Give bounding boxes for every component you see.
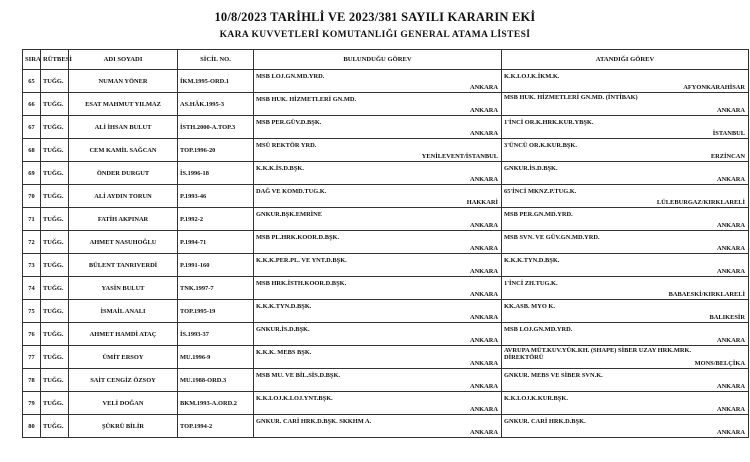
bulundugu-unit: K.K.K.PER.PL. VE YNT.D.BŞK. [256, 257, 347, 264]
atandigi-unit: K.K.LOJ.K.İKM.K. [504, 73, 560, 80]
cell-rutbe: TUĞG. [41, 231, 69, 254]
cell-sira: 75 [23, 300, 41, 323]
cell-sira: 78 [23, 369, 41, 392]
document-subtitle: KARA KUVVETLERİ KOMUTANLIĞI GENERAL ATAMA LİSTESİ [219, 30, 531, 40]
cell-rutbe: TUĞG. [41, 208, 69, 231]
table-row [23, 116, 749, 139]
header-sicil-no: SİCİL NO. [178, 50, 254, 70]
cell-sira: 80 [23, 415, 41, 438]
cell-rutbe: TUĞG. [41, 323, 69, 346]
atandigi-unit: MSB LOJ.GN.MD.YRD. [504, 326, 573, 333]
cell-sicil-no: P.1991-160 [178, 254, 254, 277]
cell-rutbe: TUĞG. [41, 254, 69, 277]
cell-sicil-no: TOP.1995-19 [178, 300, 254, 323]
cell-atandigi-gorev [502, 185, 749, 208]
cell-adi-soyadi: ESAT MAHMUT YILMAZ [69, 93, 178, 116]
table-row [23, 392, 749, 415]
cell-bulundugu-gorev [254, 208, 502, 231]
cell-adi-soyadi: ALİ AYDIN TORUN [69, 185, 178, 208]
header-rutbe: RÜTBESİ [41, 50, 69, 70]
cell-rutbe: TUĞG. [41, 93, 69, 116]
cell-adi-soyadi: ÖNDER DURGUT [69, 162, 178, 185]
table-row [23, 231, 749, 254]
cell-atandigi-gorev [502, 392, 749, 415]
cell-adi-soyadi: VELİ DOĞAN [69, 392, 178, 415]
table-row [23, 185, 749, 208]
header-adi-soyadi: ADI SOYADI [69, 50, 178, 70]
cell-bulundugu-gorev [254, 369, 502, 392]
table-row [23, 208, 749, 231]
bulundugu-location: ANKARA [469, 130, 498, 137]
cell-adi-soyadi: AHMET NASUHOĞLU [69, 231, 178, 254]
bulundugu-unit: K.K.LOJ.K.LOJ.YNT.BŞK. [256, 395, 333, 402]
cell-sicil-no: MU.1996-9 [178, 346, 254, 369]
cell-bulundugu-gorev [254, 70, 502, 93]
bulundugu-unit: GNKUR.İS.D.BŞK. [256, 326, 310, 333]
table-row [23, 70, 749, 93]
atandigi-unit: GNKUR. MEBS VE SİBER SVN.K. [504, 372, 603, 379]
bulundugu-unit: MSB MU. VE BİL.SİS.D.BŞK. [256, 372, 341, 379]
cell-bulundugu-gorev [254, 231, 502, 254]
atandigi-location: BALIKESİR [709, 314, 745, 321]
bulundugu-unit: K.K.K. MEBS BŞK. [256, 349, 312, 356]
atandigi-location: ANKARA [716, 176, 745, 183]
cell-atandigi-gorev [502, 139, 749, 162]
table-row [23, 277, 749, 300]
cell-atandigi-gorev [502, 254, 749, 277]
bulundugu-location: ANKARA [469, 222, 498, 229]
bulundugu-location: ANKARA [469, 360, 498, 367]
atandigi-unit: 65'İNCİ MKNZ.P.TUG.K. [504, 188, 577, 195]
atandigi-location: ANKARA [716, 429, 745, 436]
table-row [23, 323, 749, 346]
atandigi-location: ANKARA [716, 245, 745, 252]
cell-rutbe: TUĞG. [41, 392, 69, 415]
atandigi-unit: MSB PER.GN.MD.YRD. [504, 211, 573, 218]
bulundugu-unit: MSÜ REKTÖR YRD. [256, 142, 317, 149]
cell-bulundugu-gorev [254, 277, 502, 300]
bulundugu-location: ANKARA [469, 314, 498, 321]
cell-bulundugu-gorev [254, 300, 502, 323]
atandigi-location: ANKARA [716, 406, 745, 413]
cell-sicil-no: MU.1988-ORD.3 [178, 369, 254, 392]
cell-adi-soyadi: ÜMİT ERSOY [69, 346, 178, 369]
cell-atandigi-gorev [502, 70, 749, 93]
table-header-row [23, 50, 749, 70]
atandigi-location: ANKARA [716, 107, 745, 114]
cell-sira: 65 [23, 70, 41, 93]
atandigi-location: ANKARA [716, 337, 745, 344]
cell-bulundugu-gorev [254, 93, 502, 116]
cell-atandigi-gorev [502, 346, 749, 369]
bulundugu-location: ANKARA [469, 383, 498, 390]
cell-adi-soyadi: CEM KAMİL SAĞCAN [69, 139, 178, 162]
atandigi-unit: GNKUR.İS.D.BŞK. [504, 165, 558, 172]
cell-rutbe: TUĞG. [41, 139, 69, 162]
table-row [23, 254, 749, 277]
atandigi-location: AFYONKARAHİSAR [683, 84, 745, 91]
cell-sicil-no: TOP.1996-20 [178, 139, 254, 162]
cell-adi-soyadi: ŞÜKRÜ BİLİR [69, 415, 178, 438]
atandigi-location: BABAESKİ/KIRKLARELİ [668, 291, 745, 298]
cell-bulundugu-gorev [254, 392, 502, 415]
bulundugu-location: ANKARA [469, 291, 498, 298]
cell-adi-soyadi: FATİH AKPINAR [69, 208, 178, 231]
atandigi-unit: 1'İNCİ OR.K.HRK.KUR.YBŞK. [504, 119, 594, 126]
bulundugu-location: ANKARA [469, 268, 498, 275]
cell-sicil-no: İS.1996-18 [178, 162, 254, 185]
table-row [23, 346, 749, 369]
cell-sira: 69 [23, 162, 41, 185]
cell-sira: 67 [23, 116, 41, 139]
cell-sira: 77 [23, 346, 41, 369]
bulundugu-location: YENİLEVENT/İSTANBUL [421, 153, 498, 160]
cell-adi-soyadi: İSMAİL ANALI [69, 300, 178, 323]
cell-rutbe: TUĞG. [41, 185, 69, 208]
cell-sicil-no: BKM.1993-A.ORD.2 [178, 392, 254, 415]
cell-adi-soyadi: ALİ İHSAN BULUT [69, 116, 178, 139]
cell-adi-soyadi: BÜLENT TANRIVERDİ [69, 254, 178, 277]
atandigi-location: İSTANBUL [712, 130, 745, 137]
atandigi-unit: 1'İNCİ ZH.TUG.K. [504, 280, 558, 287]
cell-adi-soyadi: NUMAN YÖNER [69, 70, 178, 93]
cell-sira: 76 [23, 323, 41, 346]
header-atandigi-gorev: ATANDIĞI GÖREV [502, 50, 749, 70]
cell-rutbe: TUĞG. [41, 415, 69, 438]
atandigi-unit: KK.ASB. MYO K. [504, 303, 555, 310]
cell-sicil-no: İSTH.2000-A.TOP.3 [178, 116, 254, 139]
cell-atandigi-gorev [502, 323, 749, 346]
cell-rutbe: TUĞG. [41, 277, 69, 300]
cell-bulundugu-gorev [254, 139, 502, 162]
atandigi-unit: MSB HUK. HİZMETLERİ GN.MD. (İNTİBAK) [504, 94, 638, 101]
header-bulundugu-gorev: BULUNDUĞU GÖREV [254, 50, 502, 70]
table-row [23, 415, 749, 438]
bulundugu-unit: GNKUR. CARİ HRK.D.BŞK. SKKHM A. [256, 418, 372, 425]
table-row [23, 93, 749, 116]
atandigi-location: MONS/BELÇİKA [694, 360, 745, 367]
bulundugu-location: HAKKARİ [466, 199, 498, 206]
atandigi-location: ANKARA [716, 268, 745, 275]
cell-bulundugu-gorev [254, 185, 502, 208]
bulundugu-unit: MSB PER.GÜV.D.BŞK. [256, 119, 322, 126]
cell-sira: 66 [23, 93, 41, 116]
cell-rutbe: TUĞG. [41, 300, 69, 323]
cell-sira: 79 [23, 392, 41, 415]
cell-sicil-no: P.1992-2 [178, 208, 254, 231]
atandigi-location: ERZİNCAN [710, 153, 745, 160]
cell-bulundugu-gorev [254, 116, 502, 139]
table-row [23, 162, 749, 185]
bulundugu-location: ANKARA [469, 245, 498, 252]
cell-sira: 71 [23, 208, 41, 231]
cell-atandigi-gorev [502, 277, 749, 300]
atandigi-unit: K.K.LOJ.K.KUR.BŞK. [504, 395, 568, 402]
bulundugu-unit: MSB HRK.İSTH.KOOR.D.BŞK. [256, 280, 347, 287]
atandigi-unit: AVRUPA MÜT.KUV.YÜK.KH. (SHAPE) SİBER UZAY HRK.MRK. DİREKTÖRÜ [504, 347, 692, 361]
bulundugu-location: ANKARA [469, 406, 498, 413]
cell-atandigi-gorev [502, 93, 749, 116]
cell-bulundugu-gorev [254, 323, 502, 346]
cell-sira: 72 [23, 231, 41, 254]
cell-sira: 70 [23, 185, 41, 208]
atandigi-unit: 3'ÜNCÜ OR.K.KUR.BŞK. [504, 142, 577, 149]
bulundugu-location: ANKARA [469, 337, 498, 344]
cell-sicil-no: P.1994-71 [178, 231, 254, 254]
cell-sira: 74 [23, 277, 41, 300]
cell-bulundugu-gorev [254, 346, 502, 369]
cell-bulundugu-gorev [254, 415, 502, 438]
cell-adi-soyadi: YASİN BULUT [69, 277, 178, 300]
atandigi-unit: K.K.K.TYN.D.BŞK. [504, 257, 560, 264]
atandigi-location: ANKARA [716, 383, 745, 390]
bulundugu-unit: MSB HUK. HİZMETLERİ GN.MD. [256, 96, 357, 103]
cell-atandigi-gorev [502, 369, 749, 392]
bulundugu-unit: GNKUR.BŞK.EMRİNE [256, 211, 323, 218]
cell-rutbe: TUĞG. [41, 162, 69, 185]
cell-rutbe: TUĞG. [41, 369, 69, 392]
bulundugu-unit: K.K.K.İS.D.BŞK. [256, 165, 304, 172]
cell-sira: 73 [23, 254, 41, 277]
cell-adi-soyadi: SAİT CENGİZ ÖZSOY [69, 369, 178, 392]
bulundugu-unit: MSB LOJ.GN.MD.YRD. [256, 73, 325, 80]
bulundugu-location: ANKARA [469, 176, 498, 183]
cell-sicil-no: P.1993-46 [178, 185, 254, 208]
bulundugu-location: ANKARA [469, 84, 498, 91]
bulundugu-unit: K.K.K.TYN.D.BŞK. [256, 303, 312, 310]
document-title: 10/8/2023 TARİHLİ VE 2023/381 SAYILI KARARIN EKİ [214, 10, 536, 24]
table-row [23, 300, 749, 323]
cell-atandigi-gorev [502, 415, 749, 438]
cell-rutbe: TUĞG. [41, 70, 69, 93]
cell-atandigi-gorev [502, 208, 749, 231]
cell-atandigi-gorev [502, 116, 749, 139]
table-row [23, 369, 749, 392]
bulundugu-location: ANKARA [469, 429, 498, 436]
bulundugu-unit: DAĞ VE KOMD.TUG.K. [256, 188, 327, 195]
atandigi-unit: MSB SVN. VE GÜV.GN.MD.YRD. [504, 234, 600, 241]
cell-bulundugu-gorev [254, 254, 502, 277]
cell-sicil-no: İKM.1995-ORD.1 [178, 70, 254, 93]
cell-sicil-no: TOP.1994-2 [178, 415, 254, 438]
cell-atandigi-gorev [502, 162, 749, 185]
cell-rutbe: TUĞG. [41, 116, 69, 139]
atandigi-location: ANKARA [716, 222, 745, 229]
cell-adi-soyadi: AHMET HAMDİ ATAÇ [69, 323, 178, 346]
cell-sicil-no: AS.HÂK.1995-3 [178, 93, 254, 116]
cell-sicil-no: TNK.1997-7 [178, 277, 254, 300]
cell-sira: 68 [23, 139, 41, 162]
appointment-table [22, 49, 749, 438]
bulundugu-unit: MSB PL.HRK.KOOR.D.BŞK. [256, 234, 340, 241]
cell-atandigi-gorev [502, 231, 749, 254]
header-sira: SIRA [23, 50, 41, 70]
cell-sicil-no: İS.1993-37 [178, 323, 254, 346]
atandigi-location: LÜLEBURGAZ/KIRKLARELİ [656, 199, 745, 206]
atandigi-unit: GNKUR. CARİ HRK.D.BŞK. [504, 418, 586, 425]
cell-bulundugu-gorev [254, 162, 502, 185]
cell-rutbe: TUĞG. [41, 346, 69, 369]
table-row [23, 139, 749, 162]
bulundugu-location: ANKARA [469, 107, 498, 114]
cell-atandigi-gorev [502, 300, 749, 323]
